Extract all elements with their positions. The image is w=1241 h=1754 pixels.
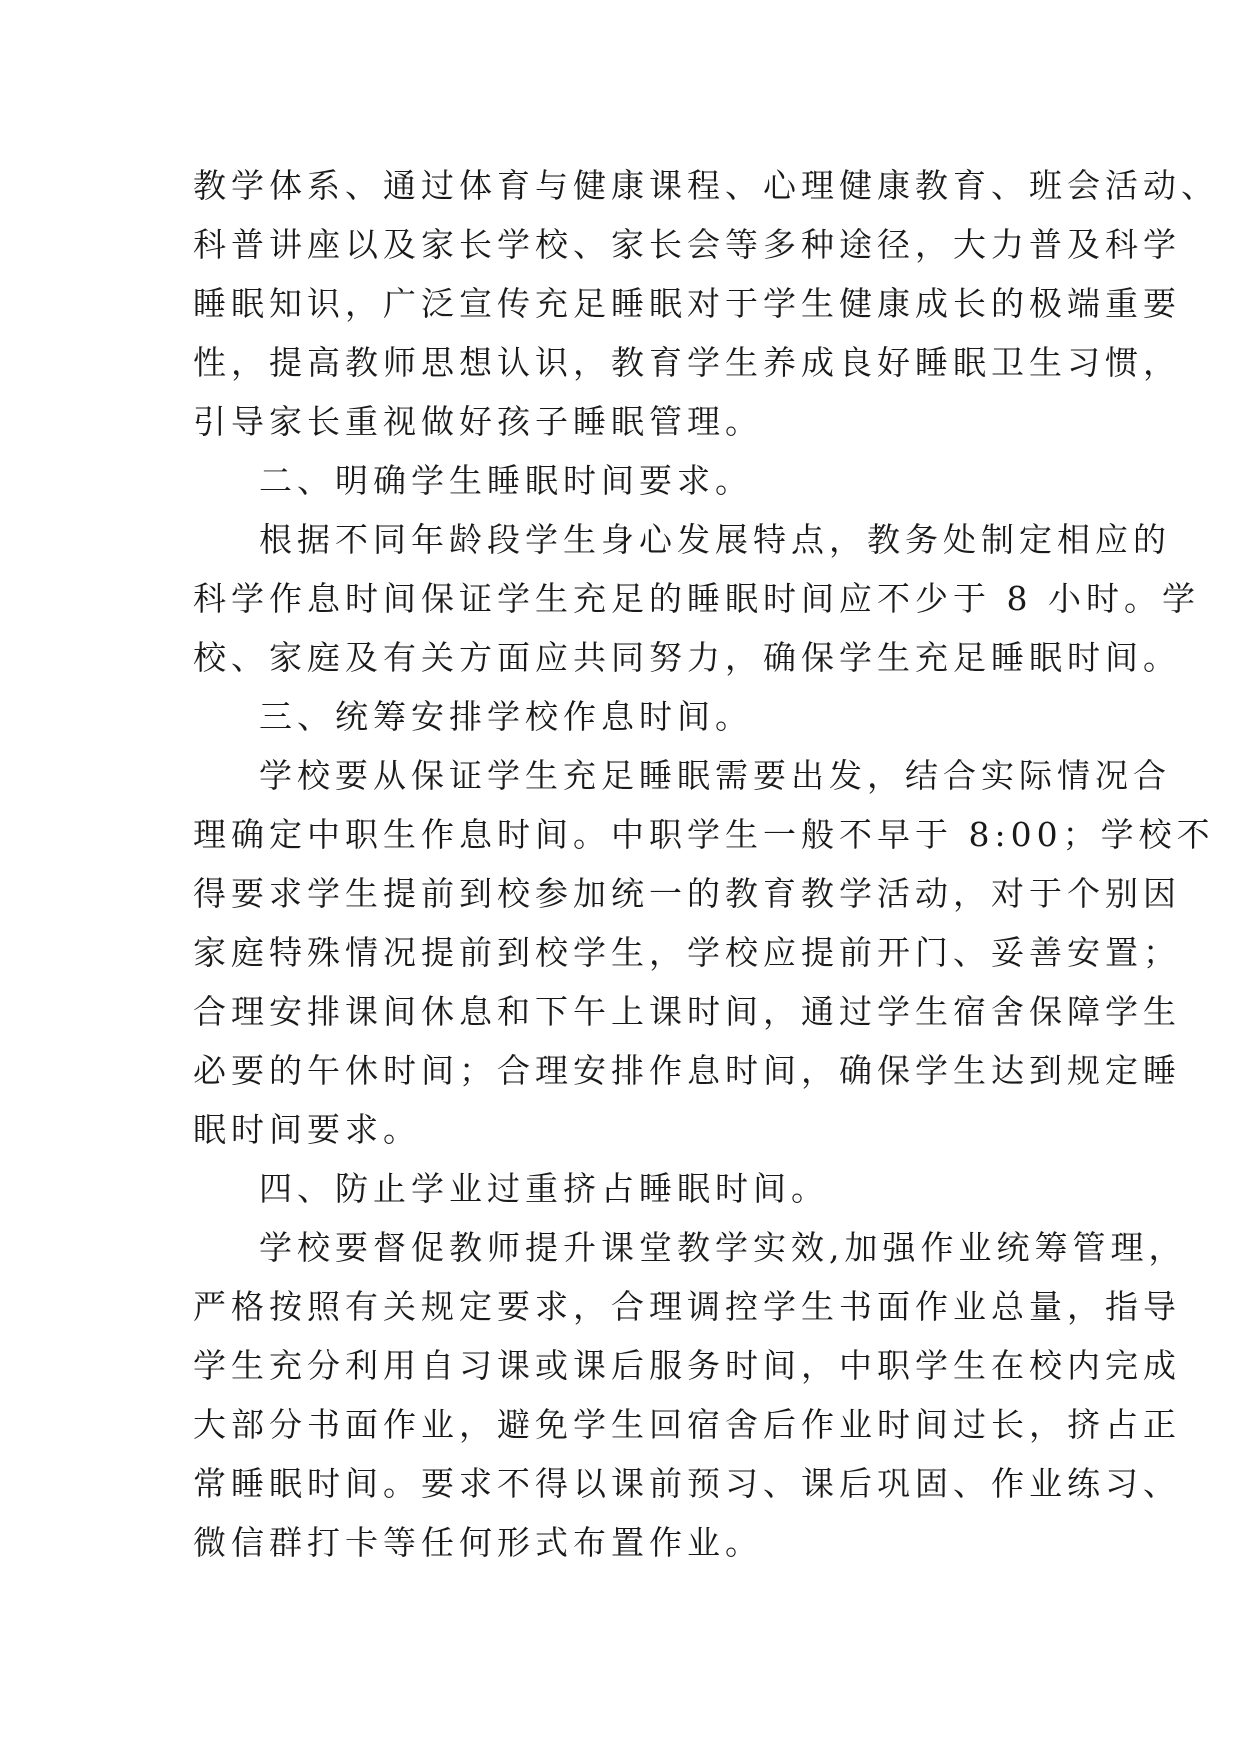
text-line: 根据不同年龄段学生身心发展特点，教务处制定相应的 <box>259 520 1171 559</box>
text-line: 理确定中职生作息时间。中职学生一般不早于 8:00；学校不 <box>193 815 1215 854</box>
body-text <box>193 156 1219 1572</box>
text-line: 大部分书面作业，避免学生回宿舍后作业时间过长，挤占正 <box>193 1405 1181 1444</box>
text-line: 眠时间要求。 <box>193 1110 421 1149</box>
text-line: 微信群打卡等任何形式布置作业。 <box>193 1523 763 1562</box>
text-line: 教学体系、通过体育与健康课程、心理健康教育、班会活动、 <box>193 166 1219 205</box>
text-line: 性，提高教师思想认识，教育学生养成良好睡眠卫生习惯， <box>193 343 1181 382</box>
section-heading: 四、防止学业过重挤占睡眠时间。 <box>259 1169 829 1208</box>
text-line: 睡眠知识，广泛宣传充足睡眠对于学生健康成长的极端重要 <box>193 284 1181 323</box>
text-line: 校、家庭及有关方面应共同努力，确保学生充足睡眠时间。 <box>193 638 1181 677</box>
section-heading: 二、明确学生睡眠时间要求。 <box>259 461 753 500</box>
text-line: 科普讲座以及家长学校、家长会等多种途径，大力普及科学 <box>193 225 1181 264</box>
text-line: 引导家长重视做好孩子睡眠管理。 <box>193 402 763 441</box>
text-line: 学生充分利用自习课或课后服务时间，中职学生在校内完成 <box>193 1346 1181 1385</box>
text-line: 学校要从保证学生充足睡眠需要出发，结合实际情况合 <box>259 756 1171 795</box>
text-line: 常睡眠时间。要求不得以课前预习、课后巩固、作业练习、 <box>193 1464 1181 1503</box>
text-line: 必要的午休时间；合理安排作息时间，确保学生达到规定睡 <box>193 1051 1181 1090</box>
text-line: 家庭特殊情况提前到校学生，学校应提前开门、妥善安置； <box>193 933 1181 972</box>
text-line: 严格按照有关规定要求，合理调控学生书面作业总量，指导 <box>193 1287 1181 1326</box>
section-heading: 三、统筹安排学校作息时间。 <box>259 697 753 736</box>
text-line: 合理安排课间休息和下午上课时间，通过学生宿舍保障学生 <box>193 992 1181 1031</box>
text-line: 学校要督促教师提升课堂教学实效,加强作业统筹管理， <box>259 1228 1187 1267</box>
text-line: 得要求学生提前到校参加统一的教育教学活动，对于个别因 <box>193 874 1181 913</box>
text-line: 科学作息时间保证学生充足的睡眠时间应不少于 8 小时。学 <box>193 579 1200 618</box>
